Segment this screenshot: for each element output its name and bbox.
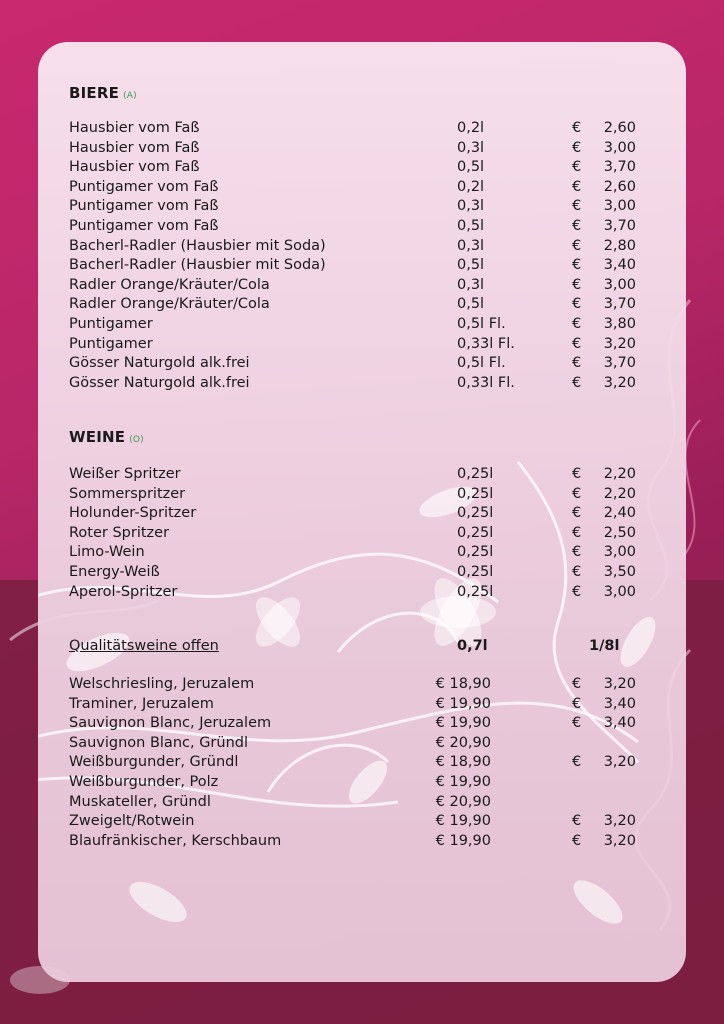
quality-wine-row [38,774,686,794]
currency-symbol: € [572,316,582,332]
item-name: Hausbier vom Faß [69,120,200,136]
beer-item-row [38,257,686,277]
item-price: 3,00 [603,139,636,156]
section-title-wine [69,428,144,446]
item-name: Hausbier vom Faß [69,159,200,176]
item-size: 0,5l [457,218,485,234]
bottle-price: € 20,90 [435,734,491,751]
item-size: 0,5l Fl. [457,316,506,332]
item-size: 0,33l Fl. [457,335,515,352]
beer-item-row [38,316,686,336]
wine-item-row [38,525,686,545]
bottle-price: € 20,90 [435,793,491,810]
item-price: 3,70 [603,159,636,176]
item-size: 0,25l [457,466,494,482]
item-name: Gösser Naturgold alk.frei [69,374,250,391]
item-name: Sauvignon Blanc, Jeruzalem [69,715,272,732]
item-size: 0,3l [457,276,485,293]
beer-item-row [38,218,686,238]
item-name: Sommerspritzer [69,485,186,502]
item-size: 0,3l [457,237,485,254]
currency-symbol: € [572,754,582,771]
item-size: 0,25l [457,564,494,580]
item-name: Puntigamer vom Faß [69,178,219,195]
item-price: 2,60 [603,178,636,195]
beer-item-row [38,336,686,356]
item-size: 0,25l [457,583,494,600]
item-price: 3,20 [603,335,636,352]
item-name: Welschriesling, Jeruzalem [69,676,255,692]
currency-symbol: € [572,485,582,502]
item-price: 3,40 [603,257,636,274]
item-name: Traminer, Jeruzalem [69,695,214,712]
quality-wine-header [38,638,686,658]
item-name: Radler Orange/Kräuter/Cola [69,296,270,313]
glass-price: 3,20 [603,676,636,692]
item-price: 3,00 [603,276,636,293]
wine-tag: (O) [129,435,144,445]
glass-price: 3,40 [603,715,636,732]
currency-symbol: € [572,505,582,522]
beer-item-row [38,140,686,160]
item-name: Blaufränkischer, Kerschbaum [69,832,282,849]
item-price: 3,80 [603,316,636,332]
currency-symbol: € [572,676,582,692]
currency-symbol: € [572,178,582,195]
menu-card [38,42,686,982]
bottle-price: € 19,90 [435,774,491,790]
quality-wine-row [38,676,686,696]
currency-symbol: € [572,544,582,561]
currency-symbol: € [572,296,582,313]
quality-wine-row [38,754,686,774]
currency-symbol: € [572,139,582,156]
quality-wine-row [38,794,686,814]
currency-symbol: € [572,120,582,136]
bottle-price: € 18,90 [435,754,491,771]
glass-size-header: 1/8l [589,638,620,654]
item-name: Muskateller, Gründl [69,793,211,810]
item-size: 0,2l [457,178,485,195]
item-price: 3,00 [603,544,636,561]
wine-item-row [38,486,686,506]
currency-symbol: € [572,237,582,254]
beer-item-row [38,277,686,297]
item-name: Weißburgunder, Gründl [69,754,239,771]
quality-wine-row [38,735,686,755]
item-name: Puntigamer vom Faß [69,218,219,234]
glass-price: 3,40 [603,695,636,712]
currency-symbol: € [572,257,582,274]
item-size: 0,33l Fl. [457,374,515,391]
bottle-price: € 19,90 [435,695,491,712]
wine-item-row [38,505,686,525]
currency-symbol: € [572,198,582,215]
currency-symbol: € [572,695,582,712]
item-name: Gösser Naturgold alk.frei [69,355,250,372]
quality-wine-row [38,813,686,833]
item-size: 0,3l [457,198,485,215]
item-price: 2,80 [603,237,636,254]
item-name: Aperol-Spritzer [69,583,178,600]
currency-symbol: € [572,159,582,176]
item-price: 3,70 [603,355,636,372]
item-price: 3,20 [603,374,636,391]
beer-title: BIERE [69,84,120,102]
currency-symbol: € [572,276,582,293]
item-size: 0,25l [457,544,494,561]
item-name: Weißer Spritzer [69,466,181,482]
item-name: Bacherl-Radler (Hausbier mit Soda) [69,257,326,274]
beer-item-row [38,120,686,140]
item-name: Sauvignon Blanc, Gründl [69,734,249,751]
currency-symbol: € [572,466,582,482]
beer-item-row [38,179,686,199]
item-name: Puntigamer [69,316,153,332]
glass-price: 3,20 [603,832,636,849]
item-size: 0,2l [457,120,485,136]
item-price: 3,00 [603,198,636,215]
currency-symbol: € [572,355,582,372]
currency-symbol: € [572,335,582,352]
currency-symbol: € [572,583,582,600]
quality-wine-row [38,696,686,716]
bottle-price: € 19,90 [435,832,491,849]
section-title-beer [69,84,137,102]
item-size: 0,5l [457,296,485,313]
item-price: 2,50 [603,524,636,541]
item-name: Puntigamer vom Faß [69,198,219,215]
currency-symbol: € [572,524,582,541]
item-price: 2,20 [603,466,636,482]
bottle-price: € 18,90 [435,676,491,692]
item-price: 2,40 [603,505,636,522]
item-price: 2,20 [603,485,636,502]
item-price: 3,00 [603,583,636,600]
item-name: Energy-Weiß [69,564,160,580]
item-size: 0,5l Fl. [457,355,506,372]
item-name: Weißburgunder, Polz [69,774,219,790]
currency-symbol: € [572,374,582,391]
beer-item-row [38,159,686,179]
item-name: Limo-Wein [69,544,145,561]
beer-tag: (A) [123,91,137,101]
currency-symbol: € [572,715,582,732]
item-name: Puntigamer [69,335,153,352]
beer-item-row [38,375,686,395]
glass-price: 3,20 [603,754,636,771]
item-name: Bacherl-Radler (Hausbier mit Soda) [69,237,326,254]
item-size: 0,5l [457,257,485,274]
item-size: 0,25l [457,524,494,541]
quality-wine-row [38,715,686,735]
beer-item-row [38,238,686,258]
item-price: 3,50 [603,564,636,580]
item-name: Radler Orange/Kräuter/Cola [69,276,270,293]
item-name: Roter Spritzer [69,524,170,541]
wine-item-row [38,564,686,584]
currency-symbol: € [572,813,582,830]
glass-price: 3,20 [603,813,636,830]
item-name: Hausbier vom Faß [69,139,200,156]
item-price: 2,60 [603,120,636,136]
item-size: 0,3l [457,139,485,156]
wine-item-row [38,466,686,486]
wine-item-row [38,584,686,604]
wine-item-row [38,544,686,564]
item-name: Holunder-Spritzer [69,505,197,522]
currency-symbol: € [572,832,582,849]
beer-item-row [38,355,686,375]
bottle-size-header: 0,7l [457,638,488,654]
item-size: 0,5l [457,159,485,176]
wine-title: WEINE [69,428,126,446]
bottle-price: € 19,90 [435,813,491,830]
currency-symbol: € [572,564,582,580]
beer-item-row [38,296,686,316]
item-price: 3,70 [603,218,636,234]
item-size: 0,25l [457,485,494,502]
beer-item-row [38,198,686,218]
item-name: Zweigelt/Rotwein [69,813,195,830]
item-price: 3,70 [603,296,636,313]
quality-wine-heading: Qualitätsweine offen [69,638,219,654]
currency-symbol: € [572,218,582,234]
quality-wine-row [38,833,686,853]
bottle-price: € 19,90 [435,715,491,732]
item-size: 0,25l [457,505,494,522]
